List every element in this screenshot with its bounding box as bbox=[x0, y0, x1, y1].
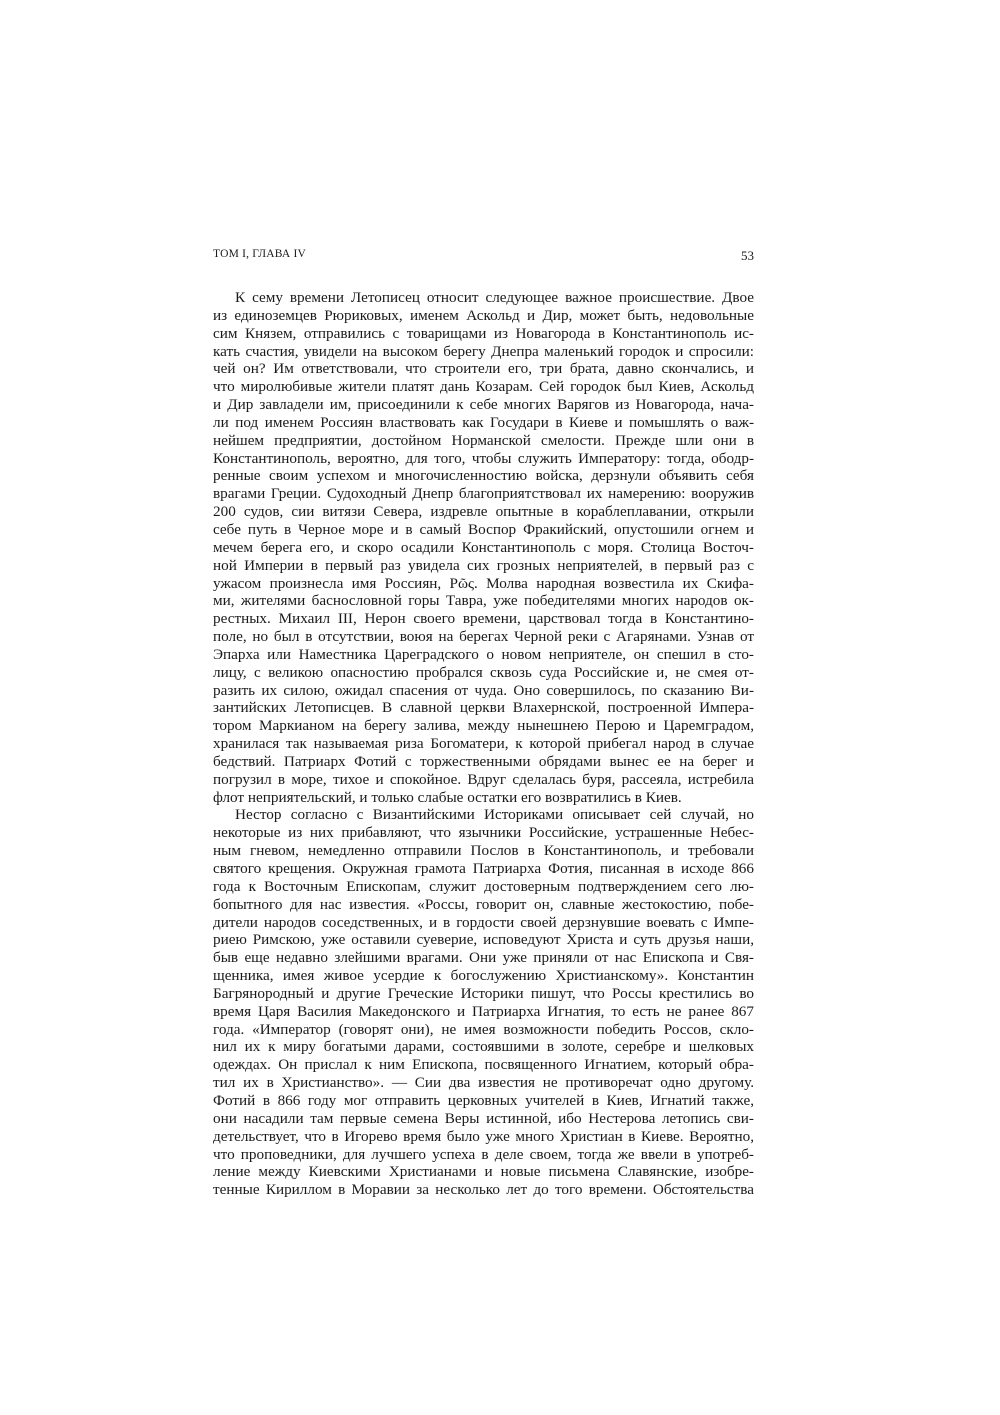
text-line: поле, но был в отсутствии, воюя на берегах Черной реки с Агарянами. Узнав от bbox=[213, 628, 754, 646]
text-line: разить их силою, ожидал спасения от чуда. Оно совершилось, по сказанию Ви- bbox=[213, 681, 754, 699]
text-line: сим Князем, отправились с товарищами из Новагорода в Константинополь ис- bbox=[213, 324, 754, 342]
text-line: ной Империи в первый раз увидела сих грозных неприятелей, в первый раз с bbox=[213, 556, 754, 574]
text-line: они насадили там первые семена Веры истинной, ибо Нестерова летопись сви- bbox=[213, 1109, 754, 1127]
text-line: года к Восточным Епископам, служит достоверным подтверждением сего лю- bbox=[213, 877, 754, 895]
text-line: и Дир завладели им, присоединили к себе многих Варягов из Новагорода, нача- bbox=[213, 396, 754, 414]
text-line: Нестор согласно с Византийскими Историками описывает сей случай, но bbox=[235, 806, 754, 824]
text-line: Фотий в 866 году мог отправить церковных учителей в Киев, Игнатий также, bbox=[213, 1091, 754, 1109]
text-line: зантийских Летописцев. В славной церкви Влахернской, построенной Импера- bbox=[213, 699, 754, 717]
text-line: года. «Император (говорят они), не имея возможности победить Россов, скло- bbox=[213, 1020, 754, 1038]
page-header bbox=[213, 248, 754, 268]
text-line: Эпарха или Наместника Цареградского о новом неприятеле, он спешил в сто- bbox=[213, 645, 754, 663]
text-line: бедствий. Патриарх Фотий с торжественными обрядами вынес ее на берег и bbox=[213, 752, 754, 770]
text-line: Багрянородный и другие Греческие Историки пишут, что Россы крестились во bbox=[213, 984, 754, 1002]
page-number: 53 bbox=[741, 248, 754, 263]
text-line: что проповедники, для лучшего успеха в деле своем, тогда же ввели в употреб- bbox=[213, 1145, 754, 1163]
text-line: ренные своим успехом и многочисленностию войска, дерзнули объявить себя bbox=[213, 467, 754, 485]
text-line: себе путь в Черное море и в самый Воспор Фракийский, опустошили огнем и bbox=[213, 520, 754, 538]
text-line: ми, жителями баснословной горы Тавра, уже победителями многих народов ок- bbox=[213, 592, 754, 610]
text-line: что миролюбивые жители платят дань Козарам. Сей городок был Киев, Аскольд bbox=[213, 378, 754, 396]
text-line: нил их к миру богатыми дарами, состоявшими в золоте, серебре и шелковых bbox=[213, 1038, 754, 1056]
text-line: чей он? Им ответствовали, что строители его, три брата, давно скончались, и bbox=[213, 360, 754, 378]
text-line: время Царя Василия Македонского и Патриарха Игнатия, то есть не ранее 867 bbox=[213, 1002, 754, 1020]
text-line: ным гневом, немедленно отправили Послов в Константинополь, и требовали bbox=[213, 842, 754, 860]
running-head: ТОМ I, ГЛАВА IV bbox=[213, 248, 307, 260]
text-line: из единоземцев Рюриковых, именем Аскольд и Дир, может быть, недовольные bbox=[213, 306, 754, 324]
text-line: святого крещения. Окружная грамота Патриарха Фотия, писанная в исходе 866 bbox=[213, 860, 754, 877]
text-line: тором Маркианом на берегу залива, между нынешнею Перою и Царемградом, bbox=[213, 717, 754, 735]
text-line: бопытного для нас известия. «Россы, говорит он, славные жестокостию, побе- bbox=[213, 895, 754, 913]
text-line: 200 судов, сии витязи Севера, издревле опытные в кораблеплавании, открыли bbox=[213, 503, 754, 521]
paragraph bbox=[213, 289, 754, 806]
text-line: быв еще недавно злейшими врагами. Они уже приняли от нас Епископа и Свя- bbox=[213, 949, 754, 967]
text-line: дители народов соседственных, и в гордости своей дерзнувшие воевать с Импе- bbox=[213, 913, 754, 931]
text-line: лицу, с великою опасностию пробрался сквозь суда Российские и, не смея от- bbox=[213, 663, 754, 681]
text-line: К сему времени Летописец относит следующее важное происшествие. Двое bbox=[235, 289, 754, 306]
text-line: Константинополь, вероятно, для того, чтобы служить Императору: тогда, ободр- bbox=[213, 449, 754, 467]
text-line: флот неприятельский, и только слабые остатки его возвратились в Киев. bbox=[213, 788, 682, 806]
text-line: некоторые из них прибавляют, что язычники Российские, устрашенные Небес- bbox=[213, 824, 754, 842]
text-line: ужасом произнесла имя Россиян, Ρῶς. Молва народная возвестила их Скифа- bbox=[213, 574, 754, 592]
text-line: детельствует, что в Игорево время было уже много Христиан в Киеве. Вероятно, bbox=[213, 1127, 754, 1145]
text-line: мечем берега его, и скоро осадили Константинополь с моря. Столица Восточ- bbox=[213, 538, 754, 556]
text-line: ление между Киевскими Христианами и новые письмена Славянские, изобре- bbox=[213, 1163, 754, 1181]
text-line: одеждах. Он прислал к ним Епископа, посвященного Игнатием, который обра- bbox=[213, 1056, 754, 1074]
body-text bbox=[213, 289, 754, 1199]
text-line: нейшем предприятии, достойном Норманской смелости. Прежде шли они в bbox=[213, 431, 754, 449]
paragraph bbox=[213, 806, 754, 1199]
text-line: врагами Греции. Судоходный Днепр благоприятствовал их намерению: вооружив bbox=[213, 485, 754, 503]
text-line: рестных. Михаил III, Нерон своего времени, царствовал тогда в Константино- bbox=[213, 610, 754, 628]
text-line: ли под именем Россиян властвовать как Государи в Киеве и помышлять о важ- bbox=[213, 413, 754, 431]
text-line: щенника, имея живое усердие к богослужению Христианскому». Константин bbox=[213, 967, 754, 985]
text-line: риею Римскою, уже оставили суеверие, исповедуют Христа и суть друзья наши, bbox=[213, 931, 754, 949]
text-line: погрузил в море, тихое и спокойное. Вдруг сделалась буря, рассеяла, истребила bbox=[213, 770, 754, 788]
text-line: тенные Кириллом в Моравии за несколько лет до того времени. Обстоятельства bbox=[213, 1181, 754, 1199]
text-line: кать счастия, увидели на высоком берегу Днепра маленький городок и спросили: bbox=[213, 342, 754, 360]
text-line: хранилася так называемая риза Богоматери, к которой прибегал народ в случае bbox=[213, 735, 754, 753]
text-line: тил их в Христианство». — Сии два известия не противоречат одно другому. bbox=[213, 1074, 754, 1092]
